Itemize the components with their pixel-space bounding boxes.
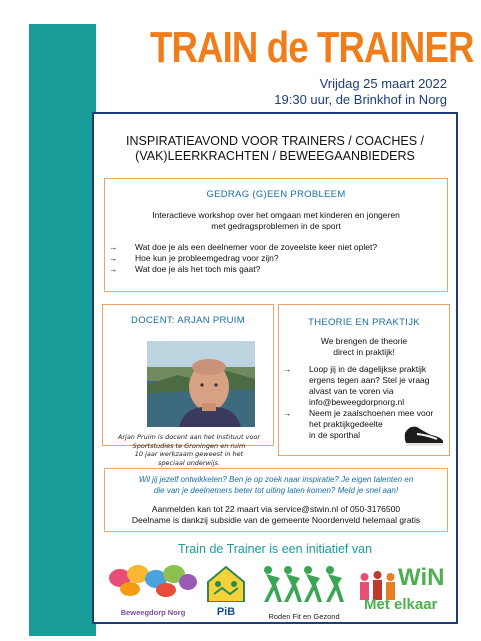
item-line: ergens tegen aan? Stel je vraag (309, 375, 430, 385)
event-date (274, 76, 447, 108)
theorie-box (278, 304, 450, 456)
workshop-title: GEDRAG (G)EEN PROBLEEM (206, 189, 346, 200)
date-line: Vrijdag 25 maart 2022 (319, 76, 447, 91)
workshop-description (105, 210, 447, 232)
portrait-image (147, 341, 255, 427)
workshop-box (104, 178, 448, 292)
teal-side-band (29, 24, 96, 636)
workshop-questions (109, 242, 447, 275)
docent-photo (147, 341, 255, 427)
list-item (109, 242, 447, 253)
item-line: Neem je zaalschoenen mee voor (309, 408, 434, 418)
item-line: alvast van te voren via (309, 386, 394, 396)
arrow-icon: → (283, 408, 292, 418)
email-text: info@beweegdorpnorg.nl (309, 397, 405, 407)
docent-title: DOCENT: ARJAN PRUIM (131, 315, 245, 326)
main-card (92, 112, 458, 624)
question-text: Wat doe je als het toch mis gaat? (135, 264, 261, 274)
pib-house-icon (204, 564, 248, 602)
caption-line: Sportstudies te Groningen en ruim (132, 441, 246, 450)
time-location-line: 19:30 uur, de Brinkhof in Norg (274, 92, 447, 107)
question-line: die van je deelnemers beter tot uiting laten komen? Meld je snel aan! (153, 485, 399, 495)
pib-label: PiB (216, 606, 236, 618)
pib-logo (204, 564, 248, 620)
win-logo (358, 564, 452, 620)
question-text: Wat doe je als een deelnemer voor de zoveelste keer niet oplet? (135, 242, 378, 252)
logo-row (108, 564, 452, 620)
signup-line: Deelname is dankzij subsidie van de gemeente Noordenveld helemaal gratis (131, 515, 421, 525)
arrow-icon: → (109, 253, 118, 263)
arrow-icon: → (283, 364, 292, 374)
docent-caption (107, 433, 271, 467)
intro-line-2: (VAK)LEERKRACHTEN / BEWEEGAANBIEDERS (135, 149, 415, 163)
win-subtitle: Met elkaar (364, 596, 438, 613)
initiative-heading: Train de Trainer is een initiatief van (177, 542, 373, 556)
runners-icon (258, 564, 350, 604)
caption-line: 10 jaar werkzaam geweest in het (134, 450, 244, 458)
theorie-title: THEORIE EN PRAKTIJK (308, 317, 420, 328)
workshop-desc-line-1: Interactieve workshop over het omgaan met kinderen en jongeren (152, 210, 400, 220)
arrow-icon: → (109, 242, 118, 252)
poster-title: TRAIN de TRAINER (150, 23, 474, 72)
theorie-intro-line: We brengen de theorie (320, 336, 408, 346)
list-item (109, 264, 447, 275)
intro-heading (94, 134, 456, 164)
win-label: WiN (398, 564, 445, 591)
signup-box (104, 468, 448, 532)
list-item (283, 364, 449, 408)
item-line: het praktijkgedeelte (309, 419, 383, 429)
beweegdorp-label: Beweegdorp Norg (120, 608, 186, 617)
sport-shoe-icon (403, 419, 445, 447)
roden-logo (258, 564, 350, 620)
roden-label: Roden Fit en Gezond (268, 612, 340, 621)
question-text: Hoe kun je probleemgedrag voor zijn? (135, 253, 279, 263)
workshop-desc-line-2: met gedragsproblemen in de sport (211, 221, 341, 231)
caption-line: speciaal onderwijs. (157, 458, 220, 467)
item-line: in de sporthal (309, 430, 361, 440)
list-item (109, 253, 447, 264)
item-line: Loop jij in de dagelijkse praktijk (309, 364, 427, 374)
signup-line: Aanmelden kan tot 22 maart via service@stwin.nl of 050-3176500 (151, 504, 401, 514)
theorie-intro-line: direct in praktijk! (333, 347, 395, 357)
caption-line: Arjan Pruim is docent aan het Instituut voor (117, 433, 261, 441)
beweegdorp-logo (108, 564, 198, 620)
signup-info (105, 504, 447, 526)
arrow-icon: → (109, 264, 118, 274)
docent-box (102, 304, 274, 467)
signup-question (105, 475, 447, 496)
intro-line-1: INSPIRATIEAVOND VOOR TRAINERS / COACHES / (126, 134, 424, 148)
theorie-intro (279, 336, 449, 358)
speech-bubbles-icon (108, 564, 198, 598)
question-line: Wil jij jezelf ontwikkelen? Ben je op zoek naar inspiratie? Je eigen talenten en (138, 475, 414, 484)
